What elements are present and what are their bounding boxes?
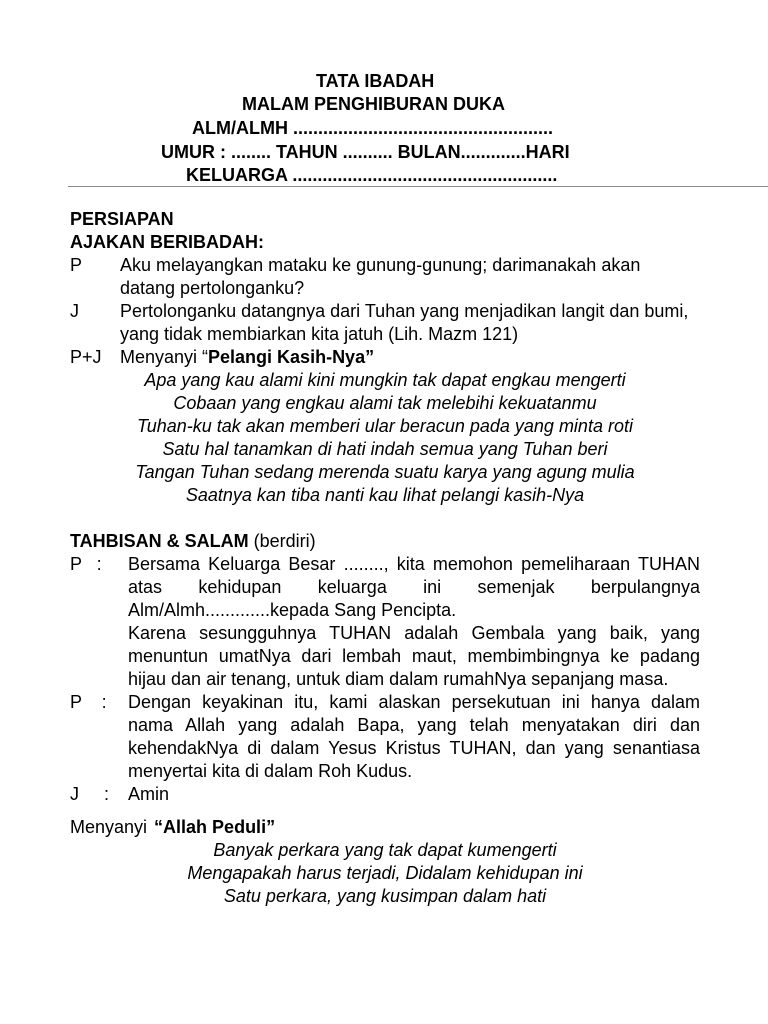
family-line: KELUARGA ..................................................... [186,165,558,185]
lyric-line: Saatnya kan tiba nanti kau lihat pelangi kasih-Nya [185,485,585,505]
song-title: Pelangi Kasih-Nya” [208,347,375,367]
liturgy-text: Amin [128,784,170,804]
liturgy-row-j [70,300,700,346]
age-line: UMUR : ........ TAHUN .......... BULAN.............HARI [161,142,570,162]
liturgy-text: Pertolonganku datangnya dari Tuhan yang menjadikan langit dan bumi, yang tidak membiarkan kita jatuh (Lih. Mazm 121) [120,301,689,344]
song-instruction [120,346,700,369]
deceased-name-line: ALM/ALMH .................................................... [192,118,554,138]
lyric-line: Banyak perkara yang tak dapat kumengerti [213,840,557,860]
sing-text: Menyanyi “ [120,347,209,367]
liturgy-text: Dengan keyakinan itu, kami alaskan persekutuan ini hanya dalam nama Allah yang adalah Bapa, yang telah menyatakan diri dan kehendakNya di dalam Yesus Kristus TUHAN, dan yang senantiasa menyertai kita di dalam Roh Kudus. [128,692,700,781]
liturgy-row-p [70,691,700,783]
section-heading-tahbisan [70,530,700,553]
liturgy-body [70,208,700,908]
lyric-line: Satu hal tanamkan di hati indah semua yang Tuhan beri [162,439,608,459]
speaker-label: P : [70,692,112,712]
song-lyrics [70,369,700,507]
section-subheading-ajakan: AJAKAN BERIBADAH: [70,232,265,252]
liturgy-text [128,553,700,691]
liturgy-row-p [70,254,700,300]
header-divider [68,186,768,187]
liturgy-row-pj [70,346,700,369]
lyric-line: Cobaan yang engkau alami tak melebihi kekuatanmu [173,393,597,413]
song-title: “Allah Peduli” [154,817,276,837]
speaker-label: J [70,301,79,321]
song-lyrics [70,839,700,908]
title: TATA IBADAH [316,71,435,91]
section-heading-persiapan: PERSIAPAN [70,209,174,229]
spacer [70,507,700,530]
lyric-line: Apa yang kau alami kini mungkin tak dapat engkau mengerti [144,370,626,390]
speaker-label: J : [70,784,115,804]
speaker-label: P : [70,554,107,574]
lyric-line: Tangan Tuhan sedang merenda suatu karya yang agung mulia [135,462,635,482]
lyric-line: Satu perkara, yang kusimpan dalam hati [223,886,547,906]
sing-text: Menyanyi [70,817,153,837]
paragraph: Bersama Keluarga Besar ........, kita memohon pemeliharaan TUHAN atas kehidupan keluarga ini semenjak berpulangnya Alm/Almh.............kepada Sang Pencipta. [128,554,700,620]
liturgy-row-j [70,783,700,806]
paragraph: Karena sesungguhnya TUHAN adalah Gembala yang baik, yang menuntun umatNya dari lembah maut, membimbingnya ke padang hijau dan air tenang, untuk diam dalam rumahNya sepanjang masa. [128,623,700,689]
speaker-label: P [70,255,83,275]
liturgy-text: Aku melayangkan mataku ke gunung-gunung; darimanakah akan datang pertolonganku? [120,255,641,298]
song-instruction [70,816,700,839]
heading-note: (berdiri) [248,531,316,551]
subtitle: MALAM PENGHIBURAN DUKA [242,94,505,114]
speaker-label: P+J [70,347,102,367]
heading-text: TAHBISAN & SALAM [70,531,249,551]
liturgy-row-p [70,553,700,691]
lyric-line: Tuhan-ku tak akan memberi ular beracun pada yang minta roti [137,416,633,436]
lyric-line: Mengapakah harus terjadi, Didalam kehidupan ini [187,863,583,883]
